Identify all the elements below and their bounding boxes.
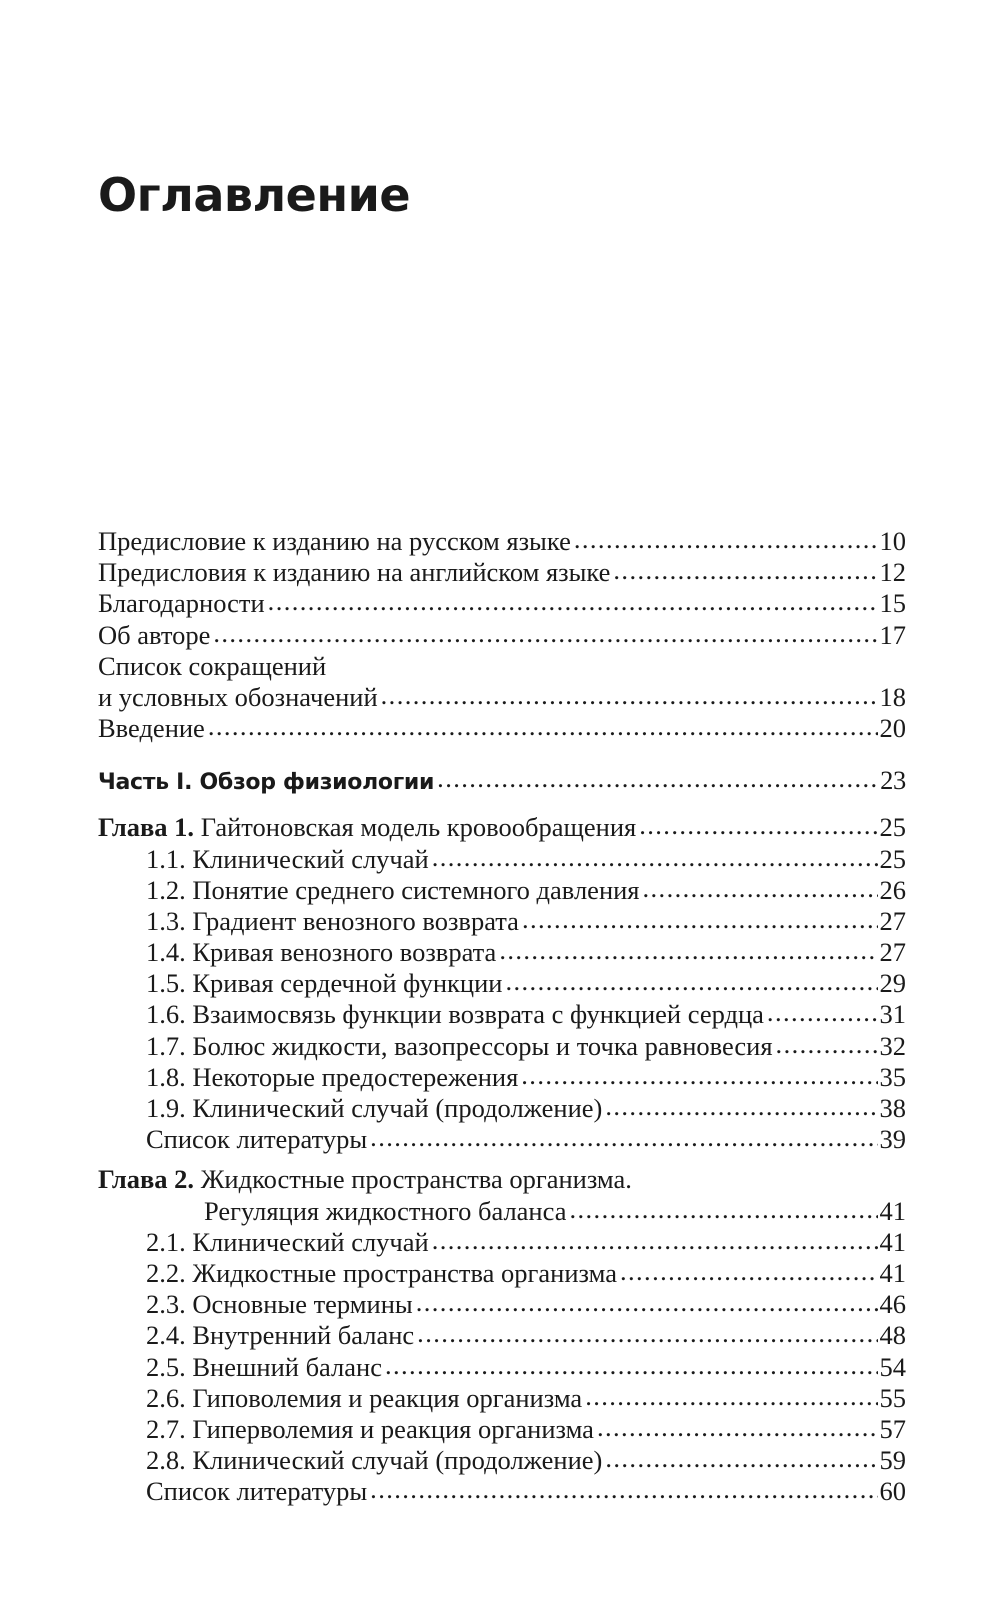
toc-page-number: 27 xyxy=(879,905,906,936)
dot-leader xyxy=(505,970,877,992)
toc-entry-label: Регуляция жидкостного баланса xyxy=(204,1195,567,1226)
toc-page-number: 59 xyxy=(879,1445,906,1476)
toc-entry-label: и условных обозначений xyxy=(98,681,378,712)
toc-section-1-5[interactable] xyxy=(98,968,906,999)
toc-section-2-6[interactable] xyxy=(98,1383,906,1414)
toc-page-number: 12 xyxy=(879,557,906,588)
dot-leader xyxy=(499,939,877,961)
dot-leader xyxy=(416,1291,878,1313)
toc-entry-about-author[interactable] xyxy=(98,620,906,651)
toc-entry-label: 2.6. Гиповолемия и реакция организма xyxy=(146,1382,583,1413)
dot-leader xyxy=(208,715,878,737)
toc-entry-label: Предисловия к изданию на английском языке xyxy=(98,557,611,588)
toc-chapter-1[interactable] xyxy=(98,812,906,843)
toc-entry-label: Введение xyxy=(98,713,205,744)
dot-leader xyxy=(597,1416,878,1438)
toc-section-2-1[interactable] xyxy=(98,1227,906,1258)
toc-page-number: 39 xyxy=(879,1124,906,1155)
toc-section-2-2[interactable] xyxy=(98,1258,906,1289)
toc-section-2-3[interactable] xyxy=(98,1289,906,1320)
dot-leader xyxy=(370,1478,877,1500)
toc-section-1-2[interactable] xyxy=(98,875,906,906)
toc-part-label: Часть I. Обзор физиологии xyxy=(98,770,435,796)
toc-page-number: 35 xyxy=(879,1061,906,1092)
toc-page-number: 32 xyxy=(879,1030,906,1061)
toc-section-2-7[interactable] xyxy=(98,1414,906,1445)
toc-section-1-4[interactable] xyxy=(98,937,906,968)
dot-leader xyxy=(521,1064,877,1086)
page-title: Оглавление xyxy=(98,168,411,222)
toc-page-number: 38 xyxy=(879,1093,906,1123)
dot-leader xyxy=(643,877,878,899)
toc-page-number: 17 xyxy=(879,619,906,650)
toc-page-number: 60 xyxy=(879,1476,906,1507)
dot-leader xyxy=(776,1033,878,1055)
toc-section-2-4[interactable] xyxy=(98,1320,906,1351)
dot-leader xyxy=(437,767,878,789)
toc-entry-abbreviations-cont[interactable] xyxy=(98,682,906,713)
toc-entry-label: Об авторе xyxy=(98,619,211,650)
toc-entry-preface-english[interactable] xyxy=(98,557,906,588)
dot-leader xyxy=(767,1001,878,1023)
toc-section-1-1[interactable] xyxy=(98,844,906,875)
toc-entry-label: 1.2. Понятие среднего системного давления xyxy=(146,874,640,905)
dot-leader xyxy=(370,1126,877,1148)
toc-entry-label: 1.4. Кривая венозного возврата xyxy=(146,937,497,968)
toc-entry-label: 2.5. Внешний баланс xyxy=(146,1351,382,1382)
dot-leader xyxy=(613,559,877,581)
toc-page-number: 31 xyxy=(879,999,906,1030)
toc-entry-introduction[interactable] xyxy=(98,713,906,744)
table-of-contents xyxy=(98,526,906,1507)
toc-entry-label: 1.7. Болюс жидкости, вазопрессоры и точка равновесия xyxy=(146,1030,773,1061)
toc-section-2-8[interactable] xyxy=(98,1445,906,1476)
toc-page-number: 20 xyxy=(879,713,906,744)
dot-leader xyxy=(432,1229,878,1251)
dot-leader xyxy=(385,1354,878,1376)
toc-entry-label: 1.1. Клинический случай xyxy=(146,843,429,874)
toc-entry-preface-russian[interactable] xyxy=(98,526,906,557)
toc-entry-label: Список сокращений xyxy=(98,650,327,681)
toc-chapter-2[interactable] xyxy=(98,1164,906,1195)
toc-entry-label: 1.6. Взаимосвязь функции возврата с функцией сердца xyxy=(146,999,764,1030)
toc-entry-label: 2.1. Клинический случай xyxy=(146,1226,429,1257)
dot-leader xyxy=(585,1385,877,1407)
toc-section-1-8[interactable] xyxy=(98,1062,906,1093)
toc-entry-label: 2.7. Гиперволемия и реакция организма xyxy=(146,1413,594,1444)
toc-entry-label: Жидкостные пространства организма. xyxy=(200,1164,632,1195)
chapter-number: Глава 1. xyxy=(98,812,195,843)
toc-entry-label: 1.3. Градиент венозного возврата xyxy=(146,905,519,936)
toc-section-2-5[interactable] xyxy=(98,1352,906,1383)
toc-entry-label: 1.5. Кривая сердечной функции xyxy=(146,968,503,999)
toc-page-number: 55 xyxy=(879,1382,906,1413)
toc-entry-label: Предисловие к изданию на русском языке xyxy=(98,526,571,556)
dot-leader xyxy=(605,1095,877,1117)
toc-entry-label: 2.8. Клинический случай (продолжение) xyxy=(146,1445,603,1476)
dot-leader xyxy=(620,1260,878,1282)
toc-entry-label: Список литературы xyxy=(146,1476,368,1507)
toc-page-number: 29 xyxy=(879,968,906,999)
toc-page-number: 48 xyxy=(879,1320,906,1351)
dot-leader xyxy=(639,814,877,836)
dot-leader xyxy=(213,622,877,644)
toc-entry-label: Благодарности xyxy=(98,588,265,619)
toc-page-number: 57 xyxy=(879,1413,906,1444)
toc-page-number: 10 xyxy=(879,526,906,556)
toc-chapter-2-cont[interactable] xyxy=(98,1196,906,1227)
dot-leader xyxy=(605,1447,877,1469)
toc-part-1[interactable] xyxy=(98,765,906,798)
toc-entry-label: 1.9. Клинический случай (продолжение) xyxy=(146,1093,603,1123)
toc-page-number: 25 xyxy=(879,812,906,843)
toc-section-1-3[interactable] xyxy=(98,906,906,937)
toc-page-number: 54 xyxy=(879,1351,906,1382)
toc-page-number: 15 xyxy=(879,588,906,619)
toc-entry-acknowledgements[interactable] xyxy=(98,588,906,619)
toc-page-number: 41 xyxy=(879,1195,906,1226)
toc-section-1-6[interactable] xyxy=(98,999,906,1030)
chapter-number: Глава 2. xyxy=(98,1164,195,1195)
dot-leader xyxy=(574,528,878,550)
toc-page-number: 27 xyxy=(879,937,906,968)
toc-entry-label: Гайтоновская модель кровообращения xyxy=(200,812,637,843)
dot-leader xyxy=(268,590,878,612)
toc-page-number: 26 xyxy=(879,874,906,905)
dot-leader xyxy=(432,846,878,868)
toc-section-2-references[interactable] xyxy=(98,1476,906,1507)
toc-entry-label: Список литературы xyxy=(146,1124,368,1155)
toc-entry-label: 2.4. Внутренний баланс xyxy=(146,1320,415,1351)
toc-page-number: 41 xyxy=(879,1226,906,1257)
toc-entry-abbreviations[interactable] xyxy=(98,651,906,682)
toc-entry-label: 2.3. Основные термины xyxy=(146,1289,413,1320)
toc-entry-label: 2.2. Жидкостные пространства организма xyxy=(146,1257,617,1288)
dot-leader xyxy=(569,1198,877,1220)
dot-leader xyxy=(522,908,878,930)
toc-section-1-references[interactable] xyxy=(98,1124,906,1155)
dot-leader xyxy=(417,1322,877,1344)
toc-page-number: 18 xyxy=(879,681,906,712)
toc-page-number: 25 xyxy=(879,843,906,874)
toc-section-1-7[interactable] xyxy=(98,1031,906,1062)
toc-entry-label: 1.8. Некоторые предостережения xyxy=(146,1061,519,1092)
toc-page-number: 23 xyxy=(880,765,906,796)
toc-page-number: 46 xyxy=(879,1289,906,1320)
toc-section-1-9[interactable] xyxy=(98,1093,906,1124)
dot-leader xyxy=(381,684,878,706)
toc-page-number: 41 xyxy=(879,1257,906,1288)
